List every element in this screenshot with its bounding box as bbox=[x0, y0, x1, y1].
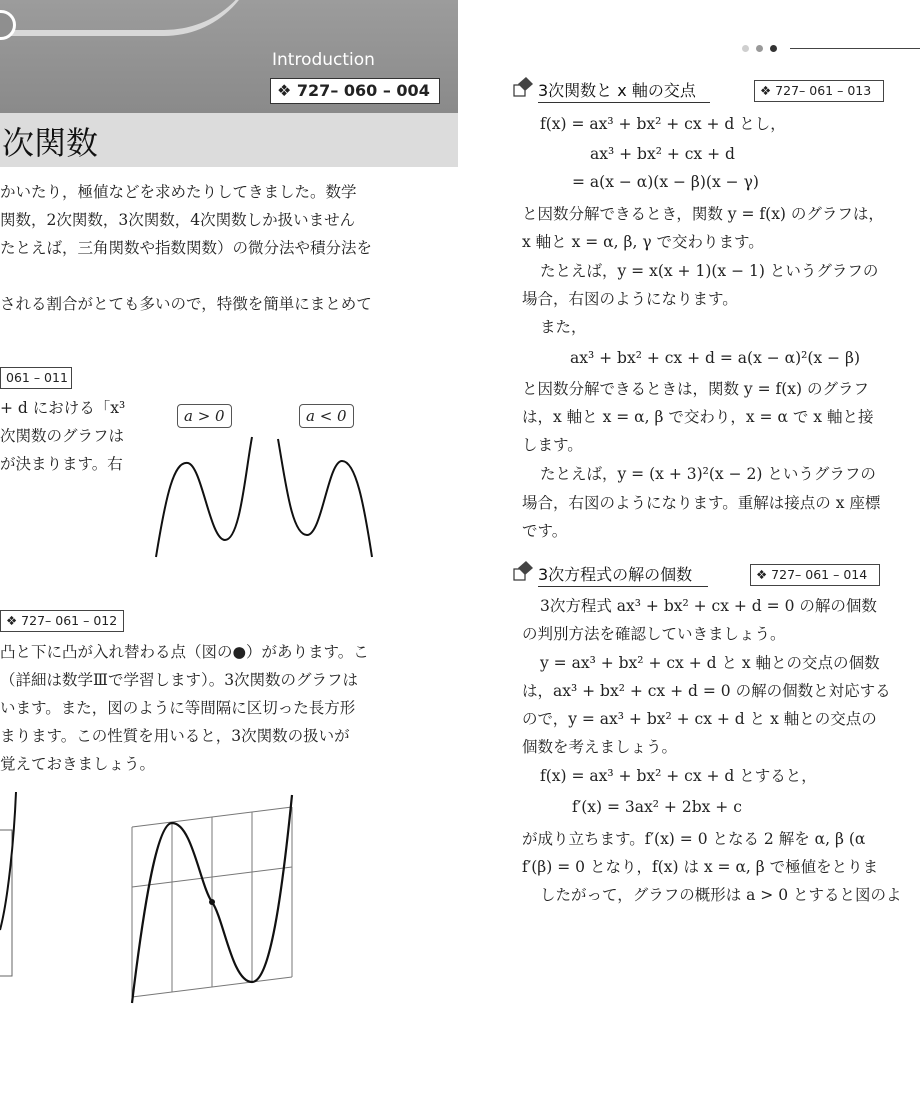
sec2-left-line: まります。この性質を用いると，3次関数の扱いが bbox=[0, 727, 350, 745]
sec2-left-line: います。また，図のように等間隔に区切った長方形 bbox=[0, 699, 356, 717]
code-box-014: ❖ 727– 061 – 014 bbox=[750, 564, 880, 586]
r1-line: ax³ + bx² + cx + d = a(x − α)²(x − β) bbox=[570, 349, 861, 367]
inflection-point-figure bbox=[120, 785, 310, 1010]
r1-line: f(x) = ax³ + bx² + cx + d とし， bbox=[540, 115, 786, 133]
cubic-curve-a-negative bbox=[278, 439, 372, 557]
r2-line: f′(β) = 0 となり，f(x) は x = α, β で極値をとりま bbox=[522, 858, 879, 876]
sec2-left-line: （詳細は数学Ⅲで学習します）。3次関数のグラフは bbox=[0, 671, 359, 689]
r1-line: = a(x − α)(x − β)(x − γ) bbox=[572, 173, 759, 191]
r1-line: また， bbox=[540, 318, 587, 336]
r2-line: f(x) = ax³ + bx² + cx + d とすると， bbox=[540, 767, 817, 785]
r1-line: たとえば，y = x(x + 1)(x − 1) というグラフの bbox=[540, 262, 879, 280]
intro-line bbox=[0, 262, 372, 290]
pencil-note-icon bbox=[512, 76, 534, 98]
r2-line: が成り立ちます。f′(x) = 0 となる 2 解を α, β (α bbox=[522, 830, 866, 848]
page-dot-3 bbox=[770, 45, 777, 52]
r1-line: ax³ + bx² + cx + d bbox=[590, 145, 735, 163]
page-title: 次関数 bbox=[2, 124, 99, 162]
condition-a-positive: a > 0 bbox=[177, 404, 232, 428]
r1-line: は，x 軸と x = α, β で交わり，x = α で x 軸と接 bbox=[522, 408, 874, 426]
r1-line: たとえば，y = (x + 3)²(x − 2) というグラフの bbox=[540, 465, 876, 483]
sec2-left-paragraph bbox=[0, 638, 369, 778]
intro-paragraph bbox=[0, 178, 372, 318]
sec1-left-line: が決まります。右 bbox=[0, 455, 123, 473]
top-rule bbox=[790, 48, 920, 49]
r2-line: は，ax³ + bx² + cx + d = 0 の解の個数と対応する bbox=[522, 682, 891, 700]
r1-line: 場合，右図のようになります。重解は接点の x 座標 bbox=[522, 494, 881, 512]
sec1-left-line: + d における「x³ bbox=[0, 399, 126, 417]
intro-line: かいたり，極値などを求めたりしてきました。数学 bbox=[0, 183, 357, 201]
sec2-left-line: 凸と下に凸が入れ替わる点（図の●）があります。こ bbox=[0, 643, 369, 661]
r1-line: x 軸と x = α, β, γ で交わります。 bbox=[522, 233, 764, 251]
r2-line: ので，y = ax³ + bx² + cx + d と x 軸との交点の bbox=[522, 710, 877, 728]
cubic-curve-a-positive bbox=[156, 437, 252, 557]
partial-graph-figure bbox=[0, 780, 40, 980]
r2-line: f′(x) = 3ax² + 2bx + c bbox=[572, 798, 742, 816]
sec1-left-paragraph bbox=[0, 394, 125, 478]
r2-line: 3次方程式 ax³ + bx² + cx + d = 0 の解の個数 bbox=[540, 597, 877, 615]
r1-line: と因数分解できるときは，関数 y = f(x) のグラフ bbox=[522, 380, 870, 398]
pencil-note-icon bbox=[512, 560, 534, 582]
cubic-shape-figures bbox=[140, 435, 390, 565]
r2-line: したがって，グラフの概形は a > 0 とすると図のよ bbox=[540, 886, 902, 904]
code-box-013: ❖ 727– 061 – 013 bbox=[754, 80, 884, 102]
header-decoration bbox=[0, 0, 260, 36]
page-dot-2 bbox=[756, 45, 763, 52]
section-title-cubic-x-axis: 3次関数と x 軸の交点 bbox=[538, 80, 710, 103]
r1-line: 場合，右図のようになります。 bbox=[522, 290, 738, 308]
inflection-point-dot bbox=[209, 899, 215, 905]
intro-line: される割合がとても多いので，特徴を簡単にまとめて bbox=[0, 295, 372, 313]
section-label: Introduction bbox=[272, 50, 375, 70]
r1-line: と因数分解できるとき，関数 y = f(x) のグラフは， bbox=[522, 205, 884, 223]
code-box-011: 061 – 011 bbox=[0, 367, 72, 389]
page-dot-1 bbox=[742, 45, 749, 52]
intro-line: たとえば，三角関数や指数関数）の微分法や積分法を bbox=[0, 239, 373, 257]
sec1-left-line: 次関数のグラフは bbox=[0, 427, 125, 445]
r1-line: です。 bbox=[522, 522, 568, 540]
intro-line: 関数，2次関数，3次関数，4次関数しか扱いません bbox=[0, 211, 356, 229]
r2-line: の判別方法を確認していきましょう。 bbox=[522, 625, 786, 643]
condition-a-negative: a < 0 bbox=[299, 404, 354, 428]
sec2-left-line: 覚えておきましょう。 bbox=[0, 755, 156, 773]
code-box-012: ❖ 727– 061 – 012 bbox=[0, 610, 124, 632]
section-title-cubic-roots: 3次方程式の解の個数 bbox=[538, 564, 708, 587]
r1-line: します。 bbox=[522, 436, 583, 454]
code-box-main: ❖ 727– 060 – 004 bbox=[270, 78, 440, 104]
r2-line: y = ax³ + bx² + cx + d と x 軸との交点の個数 bbox=[540, 654, 880, 672]
r2-line: 個数を考えましょう。 bbox=[522, 738, 678, 756]
